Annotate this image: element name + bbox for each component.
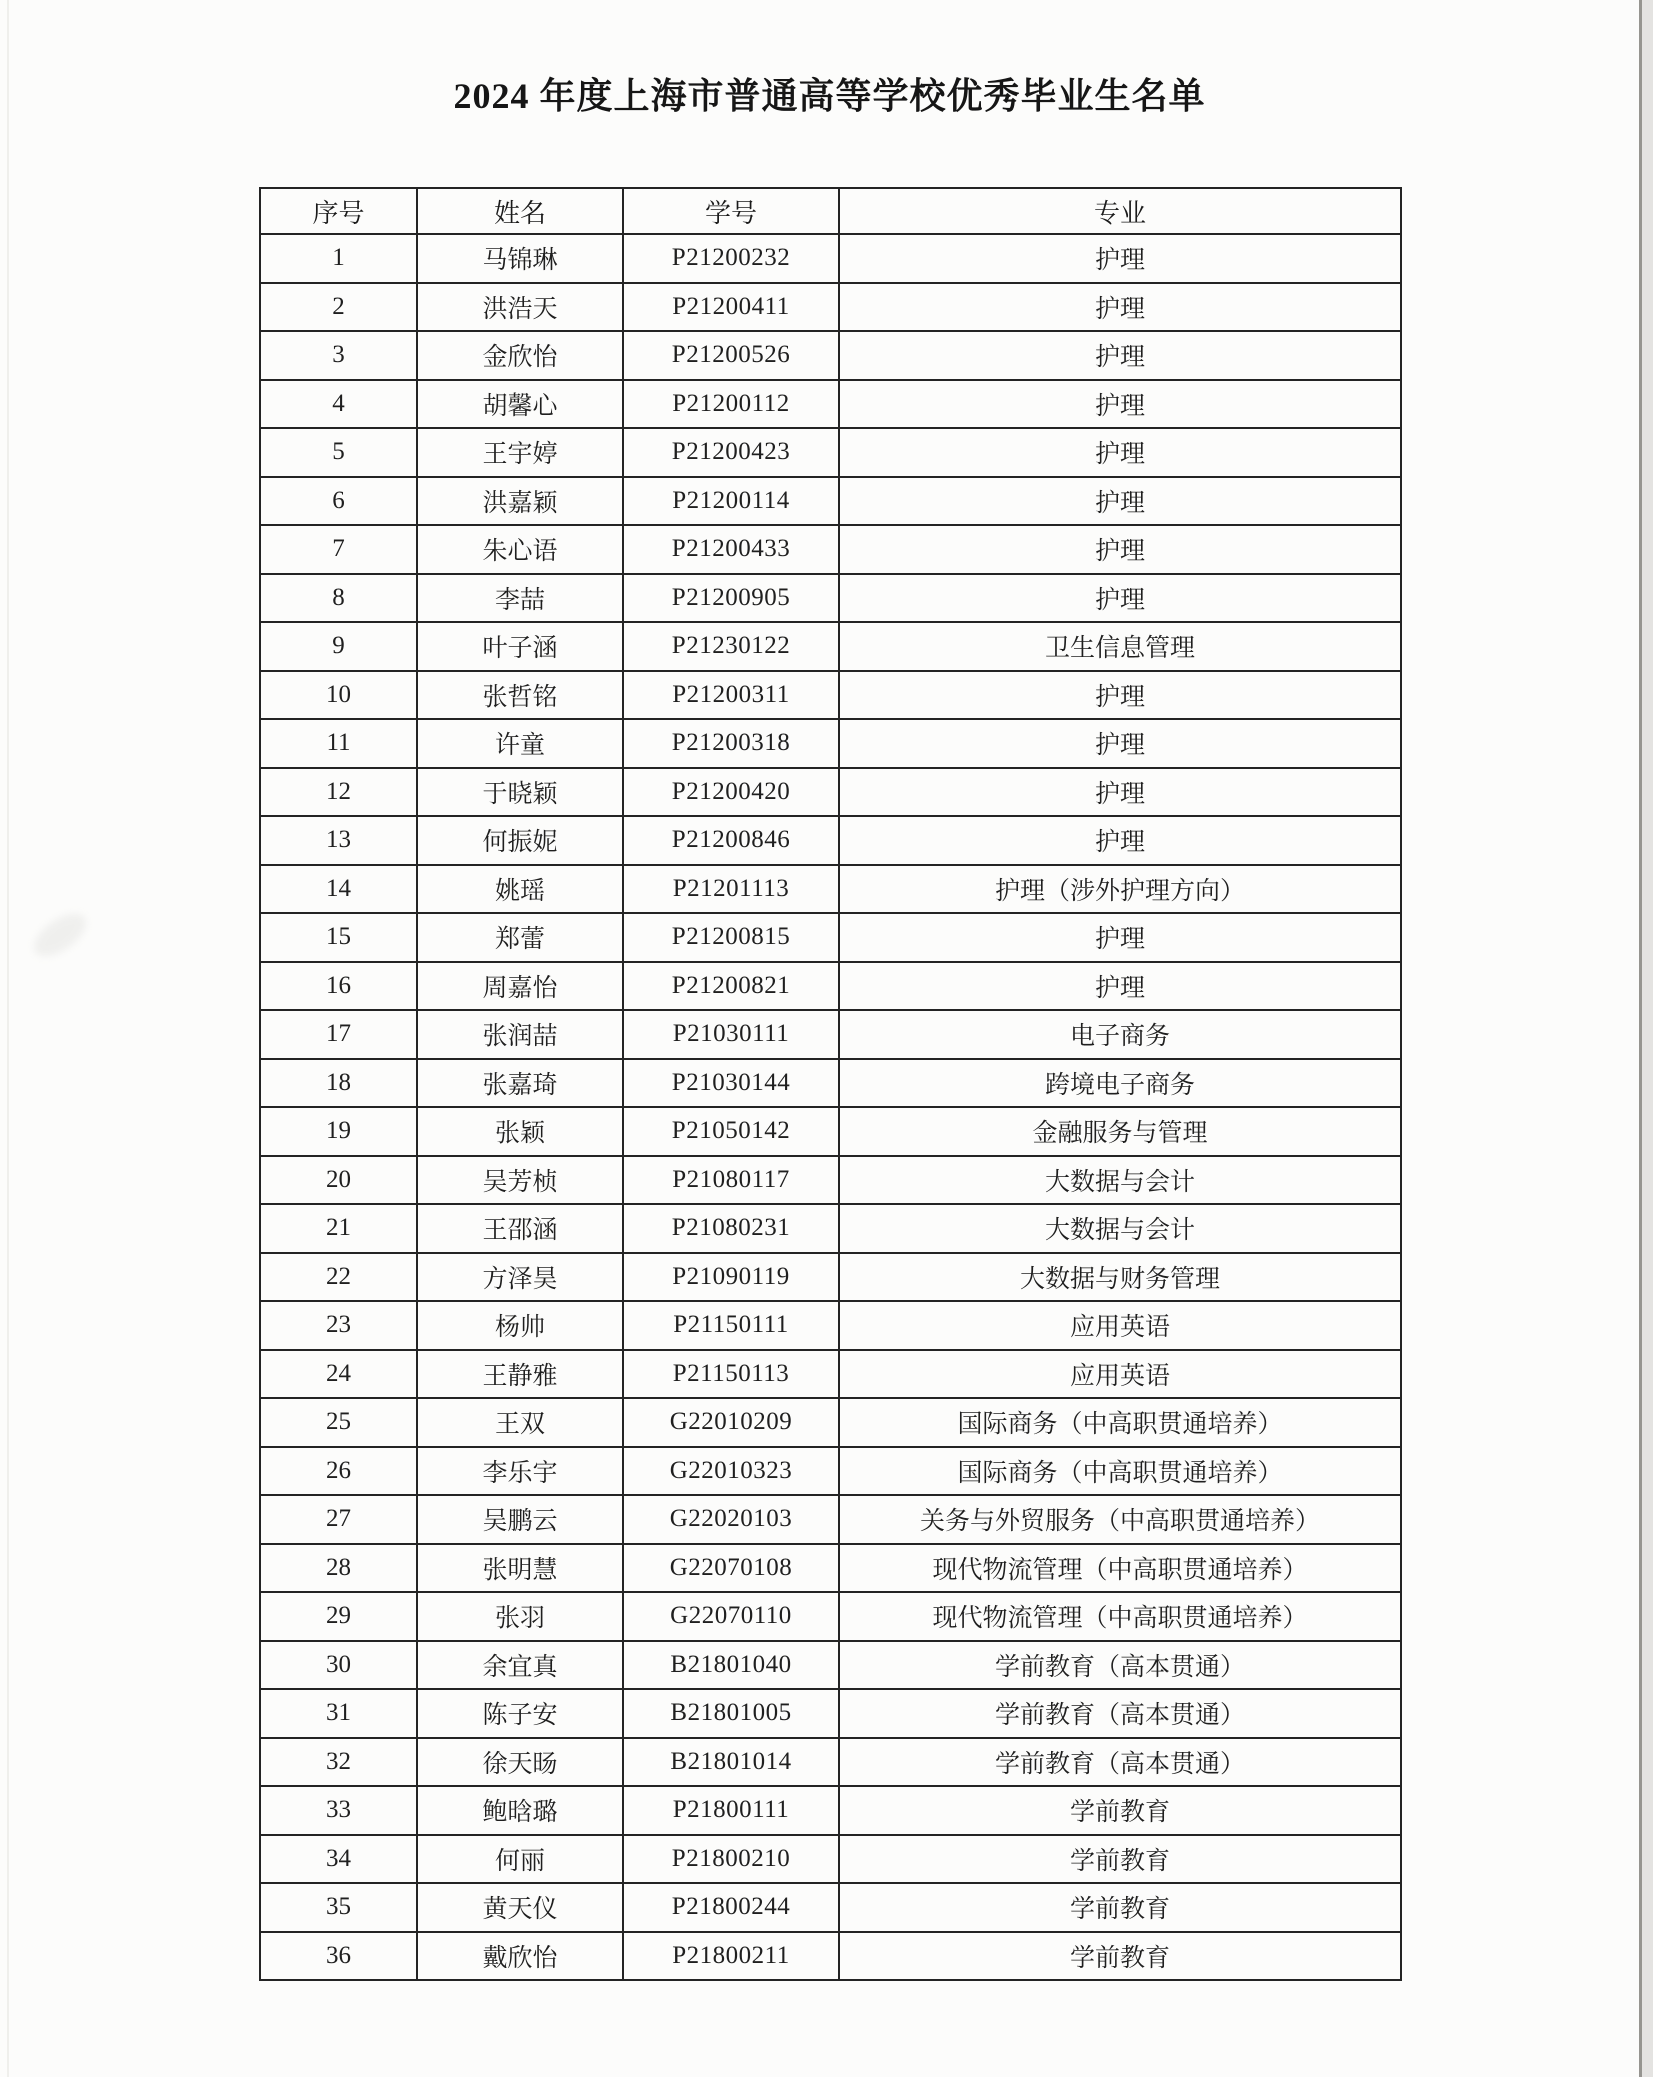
index-cell: 20 [260, 1156, 417, 1205]
major-cell: 护理 [839, 913, 1401, 962]
index-cell: 6 [260, 477, 417, 526]
index-cell: 8 [260, 574, 417, 623]
scan-left-faint-line [7, 0, 9, 2077]
student-id-cell: P21800244 [623, 1883, 839, 1932]
index-cell: 9 [260, 622, 417, 671]
student-id-cell: P21200411 [623, 283, 839, 332]
student-id-cell: P21200420 [623, 768, 839, 817]
name-cell: 何丽 [417, 1835, 623, 1884]
index-cell: 33 [260, 1786, 417, 1835]
name-cell: 周嘉怡 [417, 962, 623, 1011]
table-row [260, 1738, 1401, 1787]
header-major: 专业 [839, 188, 1401, 234]
name-cell: 黄天仪 [417, 1883, 623, 1932]
name-cell: 张羽 [417, 1592, 623, 1641]
student-id-cell: G22010209 [623, 1398, 839, 1447]
table-row [260, 234, 1401, 283]
index-cell: 30 [260, 1641, 417, 1690]
table-row [260, 671, 1401, 720]
name-cell: 马锦琳 [417, 234, 623, 283]
table-row [260, 1835, 1401, 1884]
student-id-cell: P21200311 [623, 671, 839, 720]
name-cell: 金欣怡 [417, 331, 623, 380]
major-cell: 护理 [839, 477, 1401, 526]
table-row [260, 1253, 1401, 1302]
header-index: 序号 [260, 188, 417, 234]
index-cell: 24 [260, 1350, 417, 1399]
index-cell: 25 [260, 1398, 417, 1447]
name-cell: 张哲铭 [417, 671, 623, 720]
student-id-cell: P21800210 [623, 1835, 839, 1884]
table-row [260, 816, 1401, 865]
major-cell: 护理 [839, 234, 1401, 283]
major-cell: 关务与外贸服务（中高职贯通培养） [839, 1495, 1401, 1544]
student-id-cell: P21080231 [623, 1204, 839, 1253]
name-cell: 张润喆 [417, 1010, 623, 1059]
name-cell: 姚瑶 [417, 865, 623, 914]
major-cell: 护理 [839, 331, 1401, 380]
table-row [260, 865, 1401, 914]
name-cell: 于晓颖 [417, 768, 623, 817]
table-row [260, 913, 1401, 962]
table-row [260, 1883, 1401, 1932]
major-cell: 护理 [839, 816, 1401, 865]
major-cell: 学前教育 [839, 1883, 1401, 1932]
name-cell: 郑蕾 [417, 913, 623, 962]
name-cell: 王静雅 [417, 1350, 623, 1399]
table-row [260, 1010, 1401, 1059]
major-cell: 学前教育 [839, 1932, 1401, 1981]
student-id-cell: P21200526 [623, 331, 839, 380]
student-id-cell: P21050142 [623, 1107, 839, 1156]
name-cell: 叶子涵 [417, 622, 623, 671]
major-cell: 学前教育（高本贯通） [839, 1689, 1401, 1738]
student-id-cell: B21801040 [623, 1641, 839, 1690]
name-cell: 李乐宇 [417, 1447, 623, 1496]
graduates-table [259, 187, 1402, 1981]
table-row [260, 1495, 1401, 1544]
table-row [260, 1301, 1401, 1350]
major-cell: 大数据与会计 [839, 1204, 1401, 1253]
name-cell: 洪浩天 [417, 283, 623, 332]
student-id-cell: P21200821 [623, 962, 839, 1011]
major-cell: 卫生信息管理 [839, 622, 1401, 671]
index-cell: 14 [260, 865, 417, 914]
major-cell: 护理 [839, 574, 1401, 623]
table-row [260, 1592, 1401, 1641]
name-cell: 张颖 [417, 1107, 623, 1156]
index-cell: 19 [260, 1107, 417, 1156]
name-cell: 王双 [417, 1398, 623, 1447]
major-cell: 国际商务（中高职贯通培养） [839, 1398, 1401, 1447]
scan-edge-line [1639, 0, 1642, 2077]
student-id-cell: P21200433 [623, 525, 839, 574]
major-cell: 护理（涉外护理方向） [839, 865, 1401, 914]
table-row [260, 1156, 1401, 1205]
major-cell: 护理 [839, 768, 1401, 817]
major-cell: 护理 [839, 962, 1401, 1011]
index-cell: 10 [260, 671, 417, 720]
student-id-cell: P21200815 [623, 913, 839, 962]
index-cell: 5 [260, 428, 417, 477]
student-id-cell: G22070108 [623, 1544, 839, 1593]
name-cell: 王邵涵 [417, 1204, 623, 1253]
index-cell: 3 [260, 331, 417, 380]
index-cell: 1 [260, 234, 417, 283]
table-row [260, 428, 1401, 477]
student-id-cell: P21200112 [623, 380, 839, 429]
table-row [260, 1350, 1401, 1399]
table-row [260, 1107, 1401, 1156]
major-cell: 国际商务（中高职贯通培养） [839, 1447, 1401, 1496]
table-row [260, 768, 1401, 817]
index-cell: 16 [260, 962, 417, 1011]
name-cell: 洪嘉颖 [417, 477, 623, 526]
scan-smudge-mark [27, 906, 93, 965]
student-id-cell: P21030111 [623, 1010, 839, 1059]
major-cell: 跨境电子商务 [839, 1059, 1401, 1108]
name-cell: 王宇婷 [417, 428, 623, 477]
student-id-cell: P21201113 [623, 865, 839, 914]
major-cell: 学前教育（高本贯通） [839, 1641, 1401, 1690]
student-id-cell: P21200423 [623, 428, 839, 477]
table-row [260, 622, 1401, 671]
major-cell: 学前教育 [839, 1786, 1401, 1835]
student-id-cell: B21801005 [623, 1689, 839, 1738]
student-id-cell: G22070110 [623, 1592, 839, 1641]
scan-edge-strip [1642, 0, 1653, 2077]
major-cell: 现代物流管理（中高职贯通培养） [839, 1544, 1401, 1593]
major-cell: 护理 [839, 380, 1401, 429]
table-row [260, 1447, 1401, 1496]
student-id-cell: P21230122 [623, 622, 839, 671]
student-id-cell: G22010323 [623, 1447, 839, 1496]
major-cell: 护理 [839, 525, 1401, 574]
index-cell: 36 [260, 1932, 417, 1981]
name-cell: 戴欣怡 [417, 1932, 623, 1981]
name-cell: 胡馨心 [417, 380, 623, 429]
student-id-cell: P21200232 [623, 234, 839, 283]
index-cell: 12 [260, 768, 417, 817]
table-row [260, 1544, 1401, 1593]
page-title: 2024 年度上海市普通高等学校优秀毕业生名单 [453, 76, 1206, 116]
name-cell: 余宜真 [417, 1641, 623, 1690]
student-id-cell: G22020103 [623, 1495, 839, 1544]
index-cell: 2 [260, 283, 417, 332]
index-cell: 17 [260, 1010, 417, 1059]
student-id-cell: P21090119 [623, 1253, 839, 1302]
major-cell: 大数据与会计 [839, 1156, 1401, 1205]
index-cell: 15 [260, 913, 417, 962]
name-cell: 吴芳桢 [417, 1156, 623, 1205]
table-row [260, 525, 1401, 574]
table-row [260, 1398, 1401, 1447]
table-row [260, 331, 1401, 380]
name-cell: 张嘉琦 [417, 1059, 623, 1108]
name-cell: 鲍晗璐 [417, 1786, 623, 1835]
index-cell: 28 [260, 1544, 417, 1593]
name-cell: 许童 [417, 719, 623, 768]
table-row [260, 477, 1401, 526]
table-header-row [260, 188, 1401, 234]
student-id-cell: P21200905 [623, 574, 839, 623]
index-cell: 21 [260, 1204, 417, 1253]
name-cell: 方泽昊 [417, 1253, 623, 1302]
name-cell: 杨帅 [417, 1301, 623, 1350]
student-id-cell: P21080117 [623, 1156, 839, 1205]
major-cell: 护理 [839, 671, 1401, 720]
major-cell: 应用英语 [839, 1350, 1401, 1399]
name-cell: 徐天旸 [417, 1738, 623, 1787]
table-row [260, 283, 1401, 332]
major-cell: 现代物流管理（中高职贯通培养） [839, 1592, 1401, 1641]
table-row [260, 1641, 1401, 1690]
major-cell: 护理 [839, 719, 1401, 768]
table-row [260, 1059, 1401, 1108]
name-cell: 李喆 [417, 574, 623, 623]
major-cell: 电子商务 [839, 1010, 1401, 1059]
table-row [260, 574, 1401, 623]
major-cell: 学前教育（高本贯通） [839, 1738, 1401, 1787]
index-cell: 23 [260, 1301, 417, 1350]
name-cell: 朱心语 [417, 525, 623, 574]
index-cell: 4 [260, 380, 417, 429]
index-cell: 35 [260, 1883, 417, 1932]
index-cell: 22 [260, 1253, 417, 1302]
student-id-cell: P21150113 [623, 1350, 839, 1399]
student-id-cell: P21030144 [623, 1059, 839, 1108]
index-cell: 7 [260, 525, 417, 574]
table-row [260, 1689, 1401, 1738]
table-row [260, 380, 1401, 429]
student-id-cell: P21200846 [623, 816, 839, 865]
index-cell: 31 [260, 1689, 417, 1738]
index-cell: 11 [260, 719, 417, 768]
index-cell: 26 [260, 1447, 417, 1496]
table-row [260, 1786, 1401, 1835]
major-cell: 护理 [839, 283, 1401, 332]
header-student-id: 学号 [623, 188, 839, 234]
index-cell: 32 [260, 1738, 417, 1787]
major-cell: 应用英语 [839, 1301, 1401, 1350]
name-cell: 何振妮 [417, 816, 623, 865]
name-cell: 陈子安 [417, 1689, 623, 1738]
table-row [260, 1932, 1401, 1981]
student-id-cell: P21150111 [623, 1301, 839, 1350]
major-cell: 大数据与财务管理 [839, 1253, 1401, 1302]
student-id-cell: P21800211 [623, 1932, 839, 1981]
table-body [260, 234, 1401, 1980]
index-cell: 34 [260, 1835, 417, 1884]
major-cell: 学前教育 [839, 1835, 1401, 1884]
student-id-cell: B21801014 [623, 1738, 839, 1787]
name-cell: 张明慧 [417, 1544, 623, 1593]
major-cell: 金融服务与管理 [839, 1107, 1401, 1156]
table-row [260, 962, 1401, 1011]
major-cell: 护理 [839, 428, 1401, 477]
header-name: 姓名 [417, 188, 623, 234]
index-cell: 18 [260, 1059, 417, 1108]
student-id-cell: P21800111 [623, 1786, 839, 1835]
name-cell: 吴鹏云 [417, 1495, 623, 1544]
index-cell: 13 [260, 816, 417, 865]
student-id-cell: P21200114 [623, 477, 839, 526]
table-row [260, 719, 1401, 768]
index-cell: 27 [260, 1495, 417, 1544]
student-id-cell: P21200318 [623, 719, 839, 768]
index-cell: 29 [260, 1592, 417, 1641]
table-row [260, 1204, 1401, 1253]
